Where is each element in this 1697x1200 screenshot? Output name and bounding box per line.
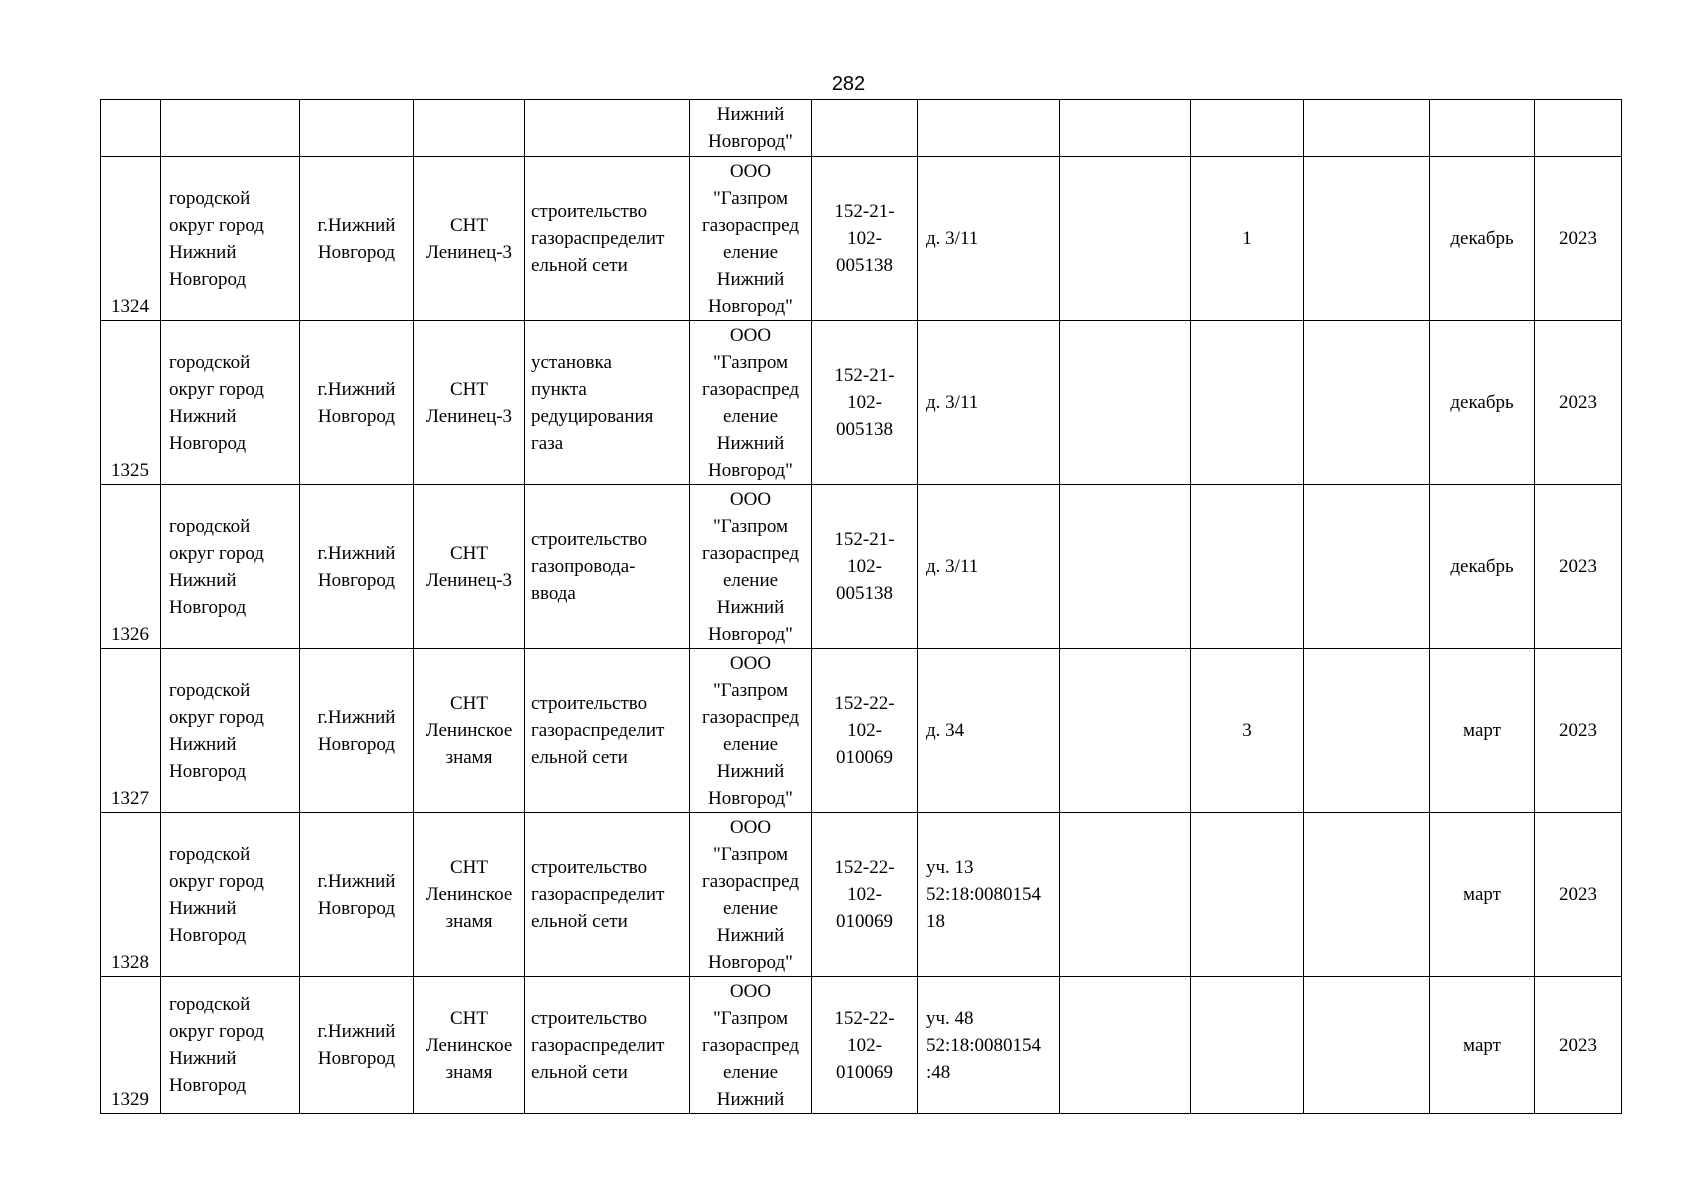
cell-code: 152-22- 102- 010069 (812, 649, 918, 813)
table-row (101, 157, 1622, 321)
cell-col2 (1191, 813, 1304, 977)
cell-code: 152-22- 102- 010069 (812, 977, 918, 1114)
cell-org: ООО "Газпром газораспред еление Нижний Новгород" (690, 321, 812, 485)
cell-district: городской округ город Нижний Новгород (161, 813, 300, 977)
cell-col3 (1304, 813, 1430, 977)
cell-address: д. 3/11 (918, 321, 1060, 485)
cell-city: г.Нижний Новгород (300, 321, 414, 485)
cell-code: 152-22- 102- 010069 (812, 813, 918, 977)
cell-code (812, 100, 918, 157)
cell-year: 2023 (1535, 649, 1622, 813)
cell-district: городской округ город Нижний Новгород (161, 485, 300, 649)
cell-snt: СНТ Ленинец-3 (414, 485, 525, 649)
cell-work: строительство газораспределит ельной сети (525, 649, 690, 813)
cell-month: март (1430, 813, 1535, 977)
cell-col2: 1 (1191, 157, 1304, 321)
cell-month: март (1430, 977, 1535, 1114)
cell-district (161, 100, 300, 157)
table-row (101, 813, 1622, 977)
cell-district: городской округ город Нижний Новгород (161, 649, 300, 813)
cell-col1 (1060, 157, 1191, 321)
cell-num: 1326 (101, 485, 161, 649)
cell-city: г.Нижний Новгород (300, 977, 414, 1114)
cell-col3 (1304, 649, 1430, 813)
cell-org: ООО "Газпром газораспред еление Нижний Новгород" (690, 485, 812, 649)
cell-col2: 3 (1191, 649, 1304, 813)
cell-col3 (1304, 157, 1430, 321)
table-row (101, 977, 1622, 1114)
cell-org: ООО "Газпром газораспред еление Нижний Новгород" (690, 813, 812, 977)
cell-year (1535, 100, 1622, 157)
cell-col2 (1191, 321, 1304, 485)
cell-code: 152-21- 102- 005138 (812, 321, 918, 485)
cell-address: д. 34 (918, 649, 1060, 813)
cell-snt (414, 100, 525, 157)
cell-snt: СНТ Ленинское знамя (414, 813, 525, 977)
cell-work: установка пункта редуцирования газа (525, 321, 690, 485)
cell-district: городской округ город Нижний Новгород (161, 157, 300, 321)
cell-org: ООО "Газпром газораспред еление Нижний (690, 977, 812, 1114)
cell-snt: СНТ Ленинское знамя (414, 649, 525, 813)
cell-col1 (1060, 813, 1191, 977)
cell-work: строительство газораспределит ельной сети (525, 157, 690, 321)
cell-col1 (1060, 100, 1191, 157)
cell-snt: СНТ Ленинское знамя (414, 977, 525, 1114)
cell-month: декабрь (1430, 485, 1535, 649)
cell-col3 (1304, 485, 1430, 649)
cell-code: 152-21- 102- 005138 (812, 485, 918, 649)
cell-num: 1329 (101, 977, 161, 1114)
cell-district: городской округ город Нижний Новгород (161, 321, 300, 485)
cell-city: г.Нижний Новгород (300, 813, 414, 977)
cell-address: уч. 48 52:18:0080154 :48 (918, 977, 1060, 1114)
cell-col1 (1060, 321, 1191, 485)
cell-year: 2023 (1535, 977, 1622, 1114)
cell-year: 2023 (1535, 485, 1622, 649)
cell-org: Нижний Новгород" (690, 100, 812, 157)
cell-year: 2023 (1535, 321, 1622, 485)
cell-col3 (1304, 321, 1430, 485)
cell-col1 (1060, 485, 1191, 649)
data-table (100, 99, 1622, 1114)
cell-col3 (1304, 977, 1430, 1114)
cell-num: 1325 (101, 321, 161, 485)
cell-num (101, 100, 161, 157)
table-row (101, 321, 1622, 485)
cell-year: 2023 (1535, 157, 1622, 321)
cell-code: 152-21- 102- 005138 (812, 157, 918, 321)
cell-city: г.Нижний Новгород (300, 485, 414, 649)
cell-col2 (1191, 977, 1304, 1114)
cell-address: д. 3/11 (918, 485, 1060, 649)
cell-work: строительство газораспределит ельной сети (525, 813, 690, 977)
cell-work: строительство газопровода- ввода (525, 485, 690, 649)
cell-num: 1327 (101, 649, 161, 813)
table-row (101, 649, 1622, 813)
cell-col1 (1060, 977, 1191, 1114)
cell-num: 1328 (101, 813, 161, 977)
cell-org: ООО "Газпром газораспред еление Нижний Новгород" (690, 157, 812, 321)
cell-city: г.Нижний Новгород (300, 649, 414, 813)
cell-address: уч. 13 52:18:0080154 18 (918, 813, 1060, 977)
page-number: 282 (831, 73, 866, 95)
cell-col1 (1060, 649, 1191, 813)
cell-snt: СНТ Ленинец-3 (414, 321, 525, 485)
cell-address (918, 100, 1060, 157)
cell-org: ООО "Газпром газораспред еление Нижний Новгород" (690, 649, 812, 813)
cell-col2 (1191, 485, 1304, 649)
cell-city (300, 100, 414, 157)
cell-address: д. 3/11 (918, 157, 1060, 321)
cell-work (525, 100, 690, 157)
cell-work: строительство газораспределит ельной сети (525, 977, 690, 1114)
cell-num: 1324 (101, 157, 161, 321)
cell-month: декабрь (1430, 157, 1535, 321)
cell-month: март (1430, 649, 1535, 813)
cell-col2 (1191, 100, 1304, 157)
cell-snt: СНТ Ленинец-3 (414, 157, 525, 321)
cell-district: городской округ город Нижний Новгород (161, 977, 300, 1114)
cell-month: декабрь (1430, 321, 1535, 485)
table-row-continuation (101, 100, 1622, 157)
cell-city: г.Нижний Новгород (300, 157, 414, 321)
cell-col3 (1304, 100, 1430, 157)
table-row (101, 485, 1622, 649)
cell-year: 2023 (1535, 813, 1622, 977)
cell-month (1430, 100, 1535, 157)
